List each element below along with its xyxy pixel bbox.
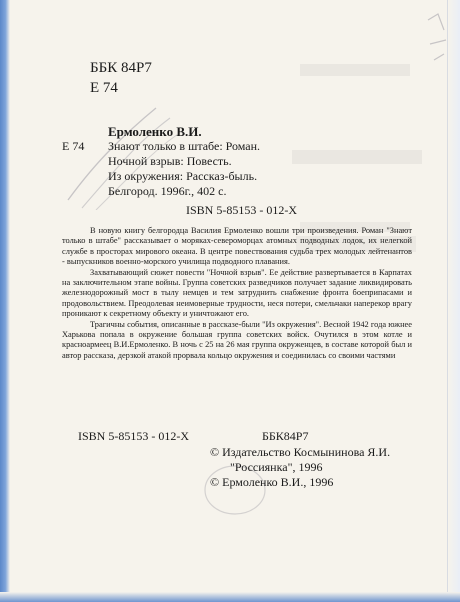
footer-isbn: ISBN 5-85153 - 012-X [78,429,189,443]
copyright-line: © Ермоленко В.И., 1996 [210,475,334,489]
catalog-line: Знают только в штабе: Роман. [108,139,261,153]
bbk-code: ББК 84Р7 [90,60,152,76]
footer-bbk: ББК84Р7 [262,429,309,443]
copyright-line: © Издательство Космынинова Я.И. [210,445,391,459]
copyright-line: "Россиянка", 1996 [230,460,323,474]
bleed-through-band [292,150,422,164]
catalog-author: Ермоленко В.И. [108,124,202,139]
catalog-line: Ночной взрыв: Повесть. [108,154,232,168]
annotation-paragraph: В новую книгу белгородца Василия Ермоленко вошли три произведения. Роман "Знают только в штабе" рассказывает о моряках-североморцах атомных подводных лодок, их нелегкой службе в просторах мирового океана. В центре повествования судьба трех молодых лейтенантов - выпускников военно-морского училища подводного плавания. [62,226,412,267]
catalog-index: Е 74 [62,139,85,153]
page-number-pencil [424,10,454,70]
annotation-paragraph: Захватывающий сюжет повести "Ночной взрыв". Ее действие развертывается в Карпатах на заключительном этапе войны. Группа советских разведчиков получает задание ликвидировать железнодорожный мост в тылу немцев и тем затруднить снабжение фронта боеприпасами и продовольствием. Преодолевая неимоверные трудности, неся потери, смельчаки наперекор врагу проникают к секретному объекту и уничтожают его. [62,267,412,319]
author-index: Е 74 [90,80,118,96]
page-edge-right [447,0,460,602]
cover-edge-bottom [0,592,460,602]
bleed-through-band [300,64,410,76]
cover-edge-left [0,0,10,602]
annotation-paragraph: Трагичны события, описанные в рассказе-были "Из окружения". Весной 1942 года южнее Харькова попала в окружение большая группа советских войск. Очутился в этом котле и красноармеец В.И.Ермоленко. В ночь с 25 на 26 мая группа окруженцев, в составе которой был и автор рассказа, дерзкой атакой прорвала кольцо окружения и соединилась со своими частями [62,319,412,360]
catalog-line: Из окружения: Рассказ-быль. [108,169,258,183]
catalog-line: Белгород. 1996г., 402 с. [108,184,227,198]
annotation [62,226,412,361]
catalog-isbn: ISBN 5-85153 - 012-X [186,203,297,217]
